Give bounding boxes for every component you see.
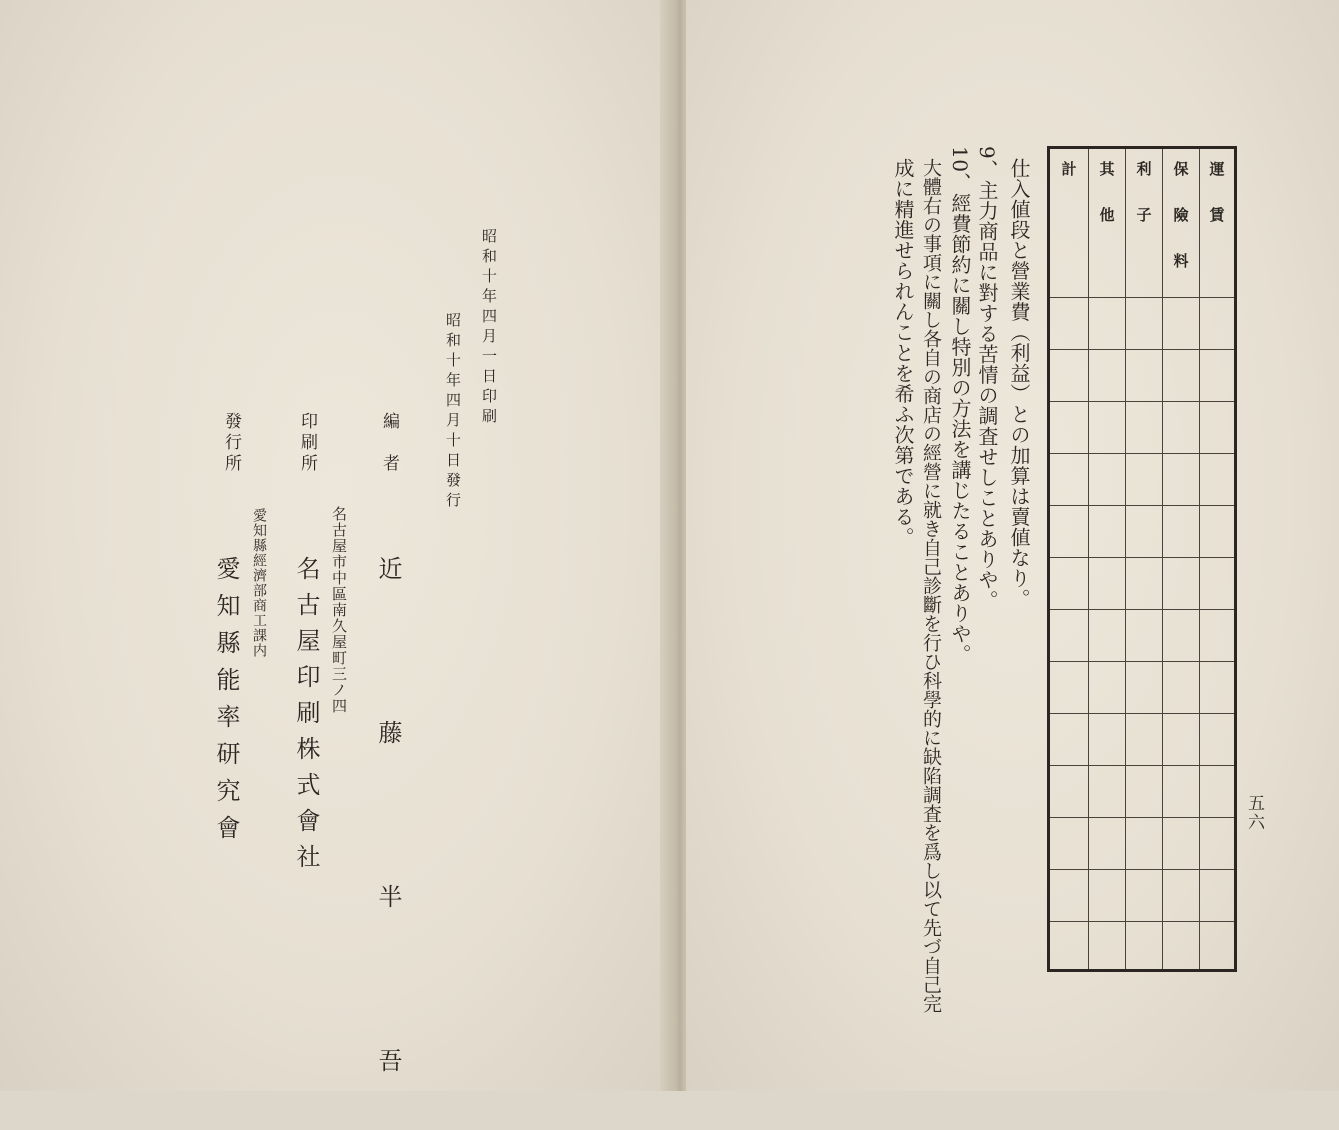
table-header: 利 子 <box>1134 161 1153 230</box>
table-header: 保 險 料 <box>1171 161 1190 276</box>
printer-name: 名古屋印刷株式會社 <box>292 556 320 880</box>
table-row-divider <box>1050 713 1234 714</box>
editor-label: 編 者 <box>379 412 399 475</box>
table-row-divider <box>1050 297 1234 298</box>
expense-table <box>1047 146 1237 972</box>
page-number: 五六 <box>1244 794 1264 832</box>
publisher-label: 發行所 <box>221 412 241 475</box>
table-row-divider <box>1050 921 1234 922</box>
table-column <box>1125 149 1162 969</box>
body-line-4: 大體右の事項に關し各自の商店の經營に就き自己診斷を行ひ科學的に缺陷調査を爲し以て先づ自己完 <box>920 158 942 1013</box>
table-row-divider <box>1050 453 1234 454</box>
table-row-divider <box>1050 869 1234 870</box>
body-line-2: 9、主力商品に對する苦情の調査せしことありや。 <box>975 146 999 611</box>
print-date: 昭和十年四月一日印刷 <box>480 228 498 428</box>
table-row-divider <box>1050 349 1234 350</box>
table-row-divider <box>1050 557 1234 558</box>
publication-date: 昭和十年四月十日發行 <box>444 312 462 512</box>
table-row-divider <box>1050 661 1234 662</box>
table-column <box>1088 149 1125 969</box>
table-row-divider <box>1050 609 1234 610</box>
table-column <box>1050 149 1088 969</box>
body-line-3: 10、經費節約に關し特別の方法を講じたることありや。 <box>948 146 972 665</box>
body-line-1: 仕入値段と營業費（利益）との加算は賣値なり。 <box>1007 158 1031 609</box>
editor-name: 近 藤 半 吾 <box>374 556 402 1130</box>
printer-label: 印刷所 <box>297 412 317 475</box>
table-column <box>1162 149 1199 969</box>
show-through-text <box>796 100 825 700</box>
table-column <box>1199 149 1234 969</box>
table-row-divider <box>1050 401 1234 402</box>
table-row-divider <box>1050 817 1234 818</box>
printer-address: 名古屋市中區南久屋町三ノ四 <box>330 506 348 714</box>
publisher-address: 愛知縣經濟部商工課内 <box>251 508 267 658</box>
table-header: 計 <box>1059 161 1078 184</box>
body-line-5: 成に精進せられんことを希ふ次第である。 <box>891 158 915 548</box>
table-row-divider <box>1050 505 1234 506</box>
table-header: 其 他 <box>1097 161 1116 230</box>
publisher-name: 愛知縣能率研究會 <box>212 556 240 852</box>
table-row-divider <box>1050 765 1234 766</box>
table-header: 運 賃 <box>1207 161 1226 230</box>
